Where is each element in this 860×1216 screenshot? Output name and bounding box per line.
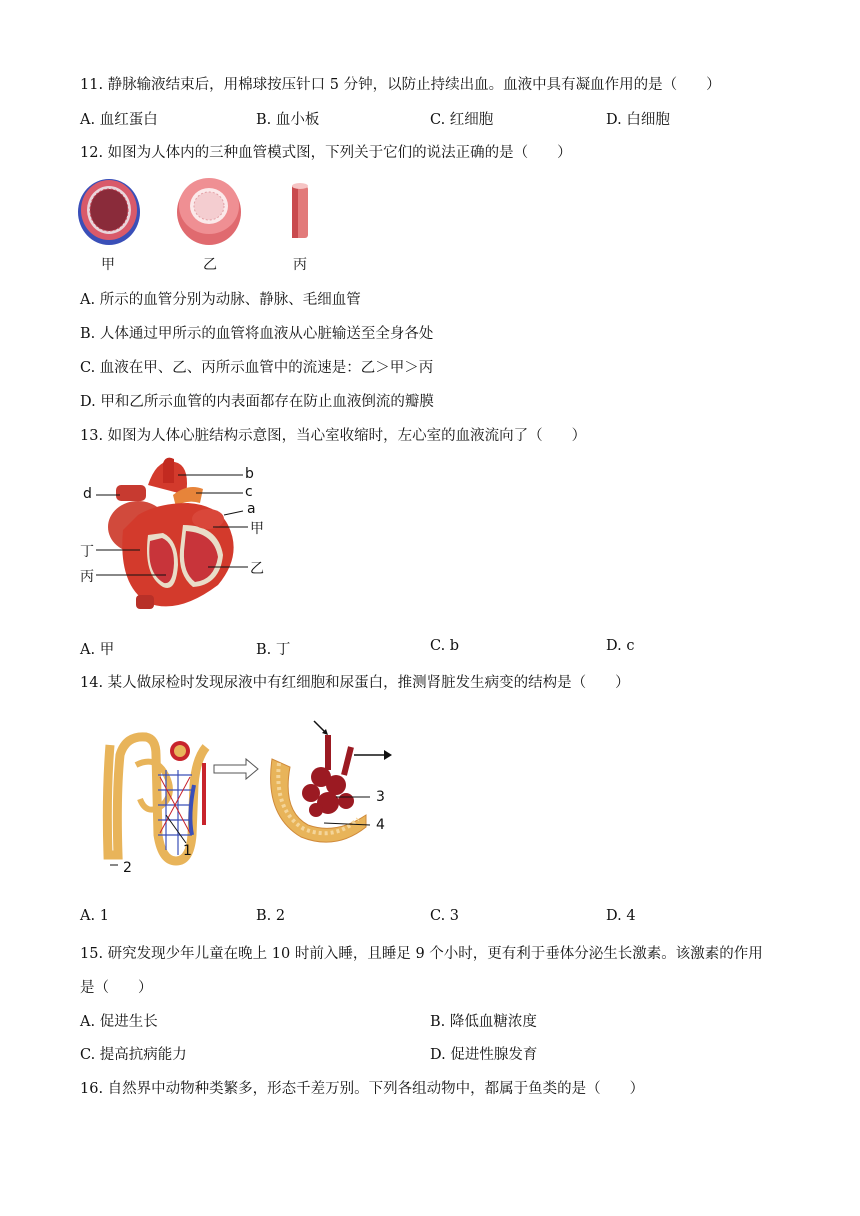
heart-label-a: a [247,501,256,517]
heart-label-d: d [83,486,92,502]
label-yi: 乙 [203,257,217,273]
q14-stem: 14. 某人做尿检时发现尿液中有红细胞和尿蛋白，推测肾脏发生病变的结构是（ ） [80,675,630,691]
q13-option-a: A. 甲 [80,642,115,658]
q13-option-b: B. 丁 [256,642,291,658]
q16-stem: 16. 自然界中动物种类繁多，形态千差万别。下列各组动物中，都属于鱼类的是（ ） [80,1081,645,1097]
q11-stem: 11. 静脉输液结束后，用棉球按压针口 5 分钟，以防止持续出血。血液中具有凝血作用的是（ ） [80,77,721,93]
q15-stem-line1: 15. 研究发现少年儿童在晚上 10 时前入睡，且睡足 9 个小时，更有利于垂体分泌生长激素。该激素的作用 [80,946,763,962]
heart-label-bing: 丙 [80,569,94,585]
q15-option-c: C. 提高抗病能力 [80,1047,187,1063]
q14-option-d: D. 4 [606,908,636,924]
heart-label-b: b [245,466,254,482]
q15-option-b: B. 降低血糖浓度 [430,1014,537,1030]
nephron-figure [96,715,406,880]
label-jia: 甲 [101,257,115,273]
q13-stem: 13. 如图为人体心脏结构示意图，当心室收缩时，左心室的血液流向了（ ） [80,428,587,444]
q12-option-b: B. 人体通过甲所示的血管将血液从心脏输送至全身各处 [80,326,434,342]
label-bing: 丙 [293,257,307,273]
q11-option-d: D. 白细胞 [606,112,670,128]
q12-stem: 12. 如图为人体内的三种血管模式图，下列关于它们的说法正确的是（ ） [80,145,572,161]
q14-option-c: C. 3 [430,908,460,924]
heart-label-c: c [245,484,253,500]
q12-option-a: A. 所示的血管分别为动脉、静脉、毛细血管 [80,292,361,308]
q15-stem-line2: 是（ ） [80,980,153,996]
q11-option-a: A. 血红蛋白 [80,112,158,128]
heart-label-yi: 乙 [250,561,264,577]
vessel-yi-image [177,178,241,245]
vessel-bing-image [292,183,308,238]
q13-option-c: C. b [430,638,460,654]
nephron-label-2: 2 [123,860,132,876]
vessel-jia-image [78,179,140,245]
heart-label-jia: 甲 [250,521,264,537]
q13-option-d: D. c [606,638,635,654]
q14-option-a: A. 1 [80,908,109,924]
q14-option-b: B. 2 [256,908,286,924]
nephron-label-4: 4 [376,817,385,833]
q11-option-b: B. 血小板 [256,112,320,128]
nephron-label-1: 1 [183,843,192,859]
q12-option-d: D. 甲和乙所示血管的内表面都存在防止血液倒流的瓣膜 [80,394,434,410]
q11-option-c: C. 红细胞 [430,112,494,128]
q12-option-c: C. 血液在甲、乙、丙所示血管中的流速是：乙＞甲＞丙 [80,360,434,376]
nephron-label-3: 3 [376,789,385,805]
q15-option-a: A. 促进生长 [80,1014,158,1030]
heart-label-ding: 丁 [80,544,94,560]
q15-option-d: D. 促进性腺发育 [430,1047,538,1063]
